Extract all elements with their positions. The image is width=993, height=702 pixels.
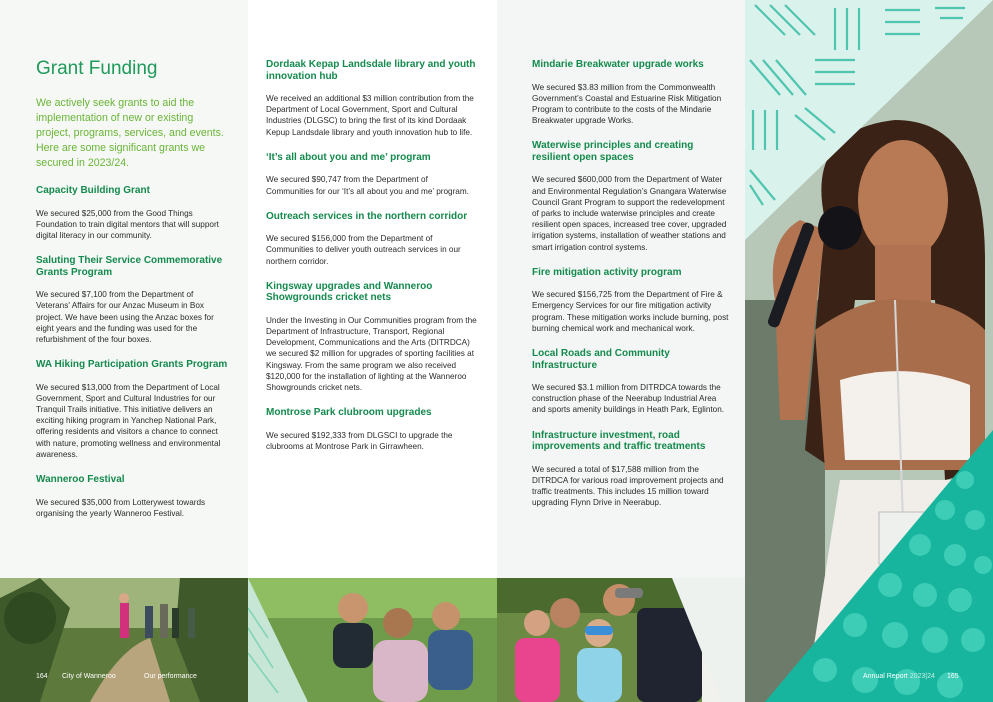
section-body: We secured $3.83 million from the Commonwealth Government’s Coastal and Estuarine Risk Mitigation Program to contribute to the costs of the Mindarie Breakwater upgrade Works. — [532, 82, 722, 126]
report-label: Annual Report — [863, 673, 908, 680]
section-body: We secured $7,100 from the Department of Veterans' Affairs for our Anzac Museum in Box project. We have been using the Anzac boxes for eight years and the funding was used for the refurbishment of the four boxes. — [36, 290, 214, 344]
section-body: We secured a total of $17,588 million from the DITRDCA for various road improvement projects and traffic treatments. This includes 15 million toward upgrading Flynn Drive in Neerabup. — [532, 464, 724, 508]
children-photo — [248, 578, 497, 702]
section-heading: ‘It’s all about you and me’ program — [266, 151, 431, 163]
section-body: We secured $600,000 from the Department of Water and Environmental Regulation’s Gnangara Waterwise Council Grant Program to support the redevelopment of parks to include waterwise principles and create resilient open spaces, increased tree cover, upgraded irrigation systems, installation of weather stations and smart irrigation control systems. — [532, 175, 727, 252]
left-city-label: City of Wanneroo — [62, 673, 116, 680]
photo-strip — [0, 578, 745, 702]
section-heading: Saluting Their Service Commemorative Grants Program — [36, 255, 223, 278]
page-title: Grant Funding — [36, 58, 158, 79]
section-body: We received an additional $3 million contribution from the Department of Local Government, Sport and Cultural Industries (DLGSC) to bring the first of its kind Dordaak Kepup Landsdale library and youth innovation hub to life. — [266, 94, 474, 137]
section-body: We secured $156,725 from the Department of Fire & Emergency Services for our fire mitigation activity program. These mitigation works include burning, post burning chemical work and mechanical work. — [532, 290, 729, 333]
section-body: We secured $3.1 million from DITRDCA towards the construction phase of the Neerabup Industrial Area and sports amenity buildings in Heath Park, Eglinton. — [532, 383, 725, 415]
section-heading: Wanneroo Festival — [36, 474, 125, 486]
left-page-number: 164 — [36, 673, 48, 680]
hiking-photo — [0, 578, 248, 702]
section-heading: Dordaak Kepap Landsdale library and youth innovation hub — [266, 59, 476, 82]
singer-photo-panel — [745, 0, 993, 702]
section-body: Under the Investing in Our Communities program from the Department of Infrastructure, Transport, Regional Development, Communications and the Arts (DITRDCA) we secured $2 million for upgrades of sporting facilities at Kingsway. From the same program we also received $120,000 for the installation of lighting at the Wanneroo Showgrounds cricket nets. — [266, 315, 477, 393]
section-heading: Kingsway upgrades and Wanneroo Showgrounds cricket nets — [266, 280, 433, 304]
section-body: We secured $25,000 from the Good Things Foundation to train digital mentors that will support digital literacy in our community. — [36, 208, 219, 240]
family-photo — [497, 578, 745, 702]
section-heading: Local Roads and Community Infrastructure — [532, 348, 670, 371]
column-3 — [497, 0, 745, 578]
section-heading: Waterwise principles and creating resilient open spaces — [532, 140, 694, 163]
section-body: We secured $35,000 from Lotterywest towards organising the yearly Wanneroo Festival. — [36, 497, 206, 518]
section-heading: Capacity Building Grant — [36, 185, 150, 196]
section-body: We secured $13,000 from the Department of Local Government, Sport and Cultural Industries for our Tranquil Trails initiative. This initiative delivers an exciting hiking program in Yanchep National Park, offering residents and visitors a chance to connect with nature, promoting wellness and environmental awareness. — [36, 382, 221, 459]
section-heading: WA Hiking Participation Grants Program — [36, 359, 228, 371]
section-heading: Mindarie Breakwater upgrade works — [532, 59, 704, 70]
intro-text: We actively seek grants to aid the implementation of new or existing project, programs, services, and events. Here are some significant grants we secured in 2023/24. — [36, 97, 224, 169]
section-heading: Infrastructure investment, road improvements and traffic treatments — [532, 429, 706, 453]
section-body: We secured $192,333 from DLGSCI to upgrade the clubrooms at Montrose Park in Girrawheen. — [266, 430, 453, 451]
left-section-label: Our performance — [144, 673, 197, 680]
section-body: We secured $156,000 from the Department of Communities to deliver youth outreach services in our northern corridor. — [266, 234, 461, 266]
section-body: We secured $90,747 from the Department of Communities for our ‘It’s all about you and me’ program. — [266, 175, 469, 196]
section-heading: Outreach services in the northern corridor — [266, 210, 468, 222]
section-heading: Fire mitigation activity program — [532, 266, 682, 278]
report-year: 2023|24 — [909, 673, 935, 680]
right-report-label — [863, 673, 935, 680]
right-page-number: 165 — [947, 673, 959, 680]
column-2 — [248, 0, 497, 578]
column-1 — [0, 0, 248, 578]
section-heading: Montrose Park clubroom upgrades — [266, 407, 432, 419]
